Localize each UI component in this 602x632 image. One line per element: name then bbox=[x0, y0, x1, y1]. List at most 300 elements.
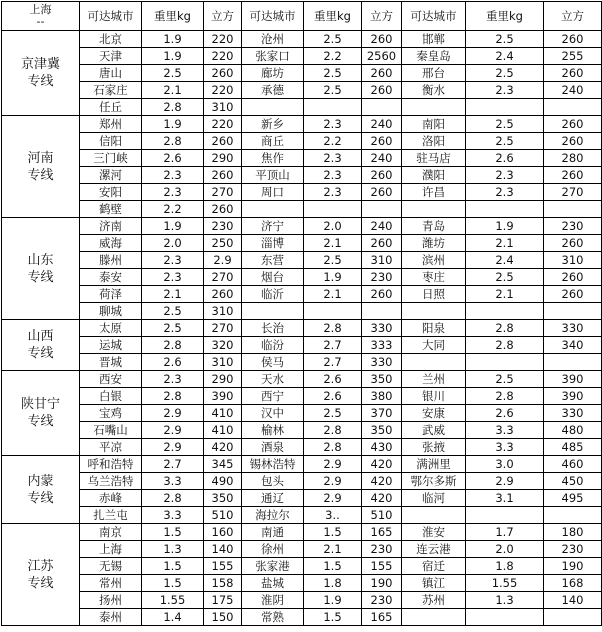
volume-cell: 350 bbox=[204, 490, 242, 507]
city-cell: 鹤壁 bbox=[80, 201, 142, 218]
city-cell: 郑州 bbox=[80, 116, 142, 133]
city-cell: 石嘴山 bbox=[80, 422, 142, 439]
volume-cell: 175 bbox=[204, 592, 242, 609]
volume-cell: 168 bbox=[544, 575, 602, 592]
col-header-volume-2: 立方 bbox=[362, 2, 402, 31]
table-row bbox=[2, 507, 602, 524]
weight-cell: 2.3 bbox=[466, 82, 544, 99]
city-cell: 天津 bbox=[80, 48, 142, 65]
city-cell: 泰安 bbox=[80, 269, 142, 286]
city-cell: 宿迁 bbox=[402, 558, 466, 575]
region-label-line: 江苏 bbox=[27, 558, 54, 574]
city-cell: 临汾 bbox=[242, 337, 304, 354]
volume-cell: 350 bbox=[362, 422, 402, 439]
volume-cell: 190 bbox=[544, 558, 602, 575]
table-row bbox=[2, 99, 602, 116]
city-cell: 廊坊 bbox=[242, 65, 304, 82]
volume-cell: 260 bbox=[204, 286, 242, 303]
volume-cell: 333 bbox=[362, 337, 402, 354]
city-cell: 邯郸 bbox=[402, 31, 466, 48]
weight-cell: 1.5 bbox=[142, 524, 204, 541]
volume-cell: 345 bbox=[204, 456, 242, 473]
table-row bbox=[2, 320, 602, 337]
table-row bbox=[2, 201, 602, 218]
volume-cell: 230 bbox=[362, 592, 402, 609]
weight-cell: 2.5 bbox=[466, 116, 544, 133]
weight-cell: 2.6 bbox=[142, 354, 204, 371]
weight-cell: 2.5 bbox=[466, 371, 544, 388]
region-label bbox=[2, 320, 80, 371]
city-cell: 三门峡 bbox=[80, 150, 142, 167]
weight-cell: 2.1 bbox=[304, 235, 362, 252]
city-cell: 洛阳 bbox=[402, 133, 466, 150]
volume-cell: 230 bbox=[204, 218, 242, 235]
weight-cell: 2.5 bbox=[304, 252, 362, 269]
volume-cell: 270 bbox=[204, 320, 242, 337]
table-row bbox=[2, 48, 602, 65]
volume-cell: 2.9 bbox=[204, 252, 242, 269]
table-row bbox=[2, 269, 602, 286]
city-cell: 大同 bbox=[402, 337, 466, 354]
volume-cell: 165 bbox=[362, 609, 402, 626]
weight-cell: 2.5 bbox=[304, 405, 362, 422]
origin-city: 上海 bbox=[29, 3, 52, 16]
volume-cell: 260 bbox=[544, 116, 602, 133]
city-cell: 满洲里 bbox=[402, 456, 466, 473]
city-cell: 阳泉 bbox=[402, 320, 466, 337]
city-cell: 任丘 bbox=[80, 99, 142, 116]
weight-cell: 2.6 bbox=[304, 388, 362, 405]
weight-cell: 2.3 bbox=[304, 167, 362, 184]
city-cell: 酒泉 bbox=[242, 439, 304, 456]
volume-cell: 260 bbox=[362, 235, 402, 252]
weight-cell bbox=[304, 99, 362, 116]
city-cell: 南京 bbox=[80, 524, 142, 541]
city-cell: 聊城 bbox=[80, 303, 142, 320]
city-cell: 镇江 bbox=[402, 575, 466, 592]
weight-cell: 3.1 bbox=[466, 490, 544, 507]
city-cell bbox=[402, 609, 466, 626]
weight-cell: 2.1 bbox=[466, 286, 544, 303]
city-cell: 天水 bbox=[242, 371, 304, 388]
volume-cell: 230 bbox=[362, 541, 402, 558]
volume-cell: 310 bbox=[204, 99, 242, 116]
weight-cell: 2.5 bbox=[142, 320, 204, 337]
table-row bbox=[2, 218, 602, 235]
city-cell: 邢台 bbox=[402, 65, 466, 82]
city-cell: 张家港 bbox=[242, 558, 304, 575]
city-cell: 安阳 bbox=[80, 184, 142, 201]
volume-cell bbox=[544, 99, 602, 116]
city-cell: 长治 bbox=[242, 320, 304, 337]
city-cell: 济宁 bbox=[242, 218, 304, 235]
city-cell: 榆林 bbox=[242, 422, 304, 439]
city-cell: 扎兰屯 bbox=[80, 507, 142, 524]
weight-cell: 2.3 bbox=[142, 269, 204, 286]
city-cell: 石家庄 bbox=[80, 82, 142, 99]
weight-cell: 2.2 bbox=[304, 48, 362, 65]
weight-cell: 2.8 bbox=[142, 99, 204, 116]
weight-cell bbox=[304, 303, 362, 320]
city-cell: 兰州 bbox=[402, 371, 466, 388]
city-cell: 许昌 bbox=[402, 184, 466, 201]
volume-cell: 230 bbox=[362, 269, 402, 286]
table-row bbox=[2, 558, 602, 575]
city-cell: 平凉 bbox=[80, 439, 142, 456]
weight-cell: 2.8 bbox=[466, 320, 544, 337]
header-row bbox=[2, 2, 602, 31]
weight-cell: 2.1 bbox=[304, 541, 362, 558]
volume-cell: 240 bbox=[362, 218, 402, 235]
weight-cell: 2.8 bbox=[142, 388, 204, 405]
col-header-city-2: 可达城市 bbox=[242, 2, 304, 31]
weight-cell: 2.9 bbox=[142, 439, 204, 456]
volume-cell: 260 bbox=[204, 65, 242, 82]
table-row bbox=[2, 592, 602, 609]
city-cell: 白银 bbox=[80, 388, 142, 405]
volume-cell: 330 bbox=[362, 354, 402, 371]
city-cell: 商丘 bbox=[242, 133, 304, 150]
weight-cell: 1.9 bbox=[466, 218, 544, 235]
volume-cell: 330 bbox=[544, 320, 602, 337]
city-cell: 西安 bbox=[80, 371, 142, 388]
weight-cell bbox=[466, 354, 544, 371]
volume-cell bbox=[544, 354, 602, 371]
volume-cell: 430 bbox=[362, 439, 402, 456]
table-row bbox=[2, 422, 602, 439]
table-row bbox=[2, 473, 602, 490]
weight-cell: 2.9 bbox=[304, 456, 362, 473]
table-row bbox=[2, 150, 602, 167]
city-cell bbox=[402, 354, 466, 371]
volume-cell: 310 bbox=[204, 354, 242, 371]
weight-cell: 3.3 bbox=[466, 422, 544, 439]
table-row bbox=[2, 388, 602, 405]
volume-cell: 330 bbox=[362, 320, 402, 337]
city-cell bbox=[402, 201, 466, 218]
weight-cell: 2.3 bbox=[304, 184, 362, 201]
weight-cell: 1.9 bbox=[142, 116, 204, 133]
city-cell: 晋城 bbox=[80, 354, 142, 371]
volume-cell: 390 bbox=[544, 371, 602, 388]
city-cell: 鄂尔多斯 bbox=[402, 473, 466, 490]
city-cell: 侯马 bbox=[242, 354, 304, 371]
weight-cell: 2.6 bbox=[466, 150, 544, 167]
weight-cell: 2.9 bbox=[304, 490, 362, 507]
weight-cell: 2.5 bbox=[142, 303, 204, 320]
weight-cell bbox=[466, 99, 544, 116]
weight-cell: 2.7 bbox=[142, 456, 204, 473]
weight-cell: 3.0 bbox=[466, 456, 544, 473]
volume-cell: 460 bbox=[544, 456, 602, 473]
region-label-line: 专线 bbox=[27, 269, 54, 285]
weight-cell: 2.0 bbox=[142, 235, 204, 252]
volume-cell: 158 bbox=[204, 575, 242, 592]
region-label-line: 专线 bbox=[27, 575, 54, 591]
weight-cell: 2.5 bbox=[304, 31, 362, 48]
weight-cell: 2.1 bbox=[466, 235, 544, 252]
weight-cell: 1.9 bbox=[142, 48, 204, 65]
freight-rate-table bbox=[1, 1, 602, 626]
city-cell: 张家口 bbox=[242, 48, 304, 65]
origin-corner-cell bbox=[2, 2, 80, 31]
volume-cell bbox=[544, 609, 602, 626]
city-cell: 秦皇岛 bbox=[402, 48, 466, 65]
city-cell: 安康 bbox=[402, 405, 466, 422]
weight-cell: 2.9 bbox=[142, 405, 204, 422]
city-cell: 东营 bbox=[242, 252, 304, 269]
weight-cell: 2.5 bbox=[304, 65, 362, 82]
weight-cell: 2.8 bbox=[142, 490, 204, 507]
weight-cell: 2.7 bbox=[304, 337, 362, 354]
city-cell bbox=[402, 303, 466, 320]
table-row bbox=[2, 82, 602, 99]
city-cell: 常州 bbox=[80, 575, 142, 592]
volume-cell: 290 bbox=[204, 150, 242, 167]
city-cell: 滕州 bbox=[80, 252, 142, 269]
volume-cell: 260 bbox=[544, 167, 602, 184]
volume-cell: 310 bbox=[204, 303, 242, 320]
weight-cell: 2.3 bbox=[142, 371, 204, 388]
volume-cell: 155 bbox=[204, 558, 242, 575]
city-cell: 淄博 bbox=[242, 235, 304, 252]
weight-cell: 2.8 bbox=[466, 337, 544, 354]
volume-cell: 260 bbox=[362, 184, 402, 201]
weight-cell: 1.7 bbox=[466, 524, 544, 541]
weight-cell: 2.4 bbox=[466, 252, 544, 269]
table-row bbox=[2, 167, 602, 184]
city-cell: 日照 bbox=[402, 286, 466, 303]
city-cell: 青岛 bbox=[402, 218, 466, 235]
weight-cell: 1.8 bbox=[466, 558, 544, 575]
volume-cell: 230 bbox=[544, 218, 602, 235]
volume-cell: 260 bbox=[362, 65, 402, 82]
table-row bbox=[2, 286, 602, 303]
region-label-line: 山东 bbox=[27, 252, 54, 268]
volume-cell bbox=[544, 201, 602, 218]
city-cell: 包头 bbox=[242, 473, 304, 490]
table-row bbox=[2, 541, 602, 558]
col-header-weight-3: 重里kg bbox=[466, 2, 544, 31]
col-header-city-3: 可达城市 bbox=[402, 2, 466, 31]
volume-cell: 280 bbox=[544, 150, 602, 167]
table-row bbox=[2, 184, 602, 201]
city-cell bbox=[242, 201, 304, 218]
city-cell: 太原 bbox=[80, 320, 142, 337]
weight-cell: 1.9 bbox=[142, 218, 204, 235]
weight-cell: 2.1 bbox=[142, 286, 204, 303]
city-cell: 徐州 bbox=[242, 541, 304, 558]
city-cell: 荷泽 bbox=[80, 286, 142, 303]
volume-cell: 420 bbox=[204, 439, 242, 456]
weight-cell: 2.2 bbox=[304, 133, 362, 150]
city-cell: 西宁 bbox=[242, 388, 304, 405]
volume-cell: 190 bbox=[362, 575, 402, 592]
weight-cell bbox=[466, 507, 544, 524]
volume-cell: 490 bbox=[204, 473, 242, 490]
city-cell: 沧州 bbox=[242, 31, 304, 48]
city-cell: 枣庄 bbox=[402, 269, 466, 286]
table-row bbox=[2, 524, 602, 541]
region-label bbox=[2, 524, 80, 626]
volume-cell: 260 bbox=[204, 133, 242, 150]
volume-cell: 140 bbox=[204, 541, 242, 558]
weight-cell: 1.4 bbox=[142, 609, 204, 626]
region-label bbox=[2, 456, 80, 524]
volume-cell: 310 bbox=[544, 252, 602, 269]
city-cell bbox=[402, 99, 466, 116]
weight-cell: 2.2 bbox=[142, 201, 204, 218]
city-cell: 潍坊 bbox=[402, 235, 466, 252]
volume-cell: 260 bbox=[544, 286, 602, 303]
city-cell: 济南 bbox=[80, 218, 142, 235]
volume-cell: 510 bbox=[362, 507, 402, 524]
volume-cell: 180 bbox=[544, 524, 602, 541]
volume-cell: 380 bbox=[362, 388, 402, 405]
weight-cell: 1.3 bbox=[466, 592, 544, 609]
volume-cell: 260 bbox=[544, 269, 602, 286]
city-cell: 信阳 bbox=[80, 133, 142, 150]
volume-cell: 260 bbox=[362, 133, 402, 150]
volume-cell bbox=[362, 99, 402, 116]
weight-cell: 2.1 bbox=[304, 286, 362, 303]
table-row bbox=[2, 31, 602, 48]
weight-cell: 2.5 bbox=[466, 133, 544, 150]
table-body bbox=[2, 31, 602, 626]
table-row bbox=[2, 575, 602, 592]
weight-cell: 2.8 bbox=[142, 133, 204, 150]
weight-cell: 2.6 bbox=[142, 150, 204, 167]
volume-cell: 290 bbox=[204, 371, 242, 388]
city-cell bbox=[402, 507, 466, 524]
weight-cell: 2.5 bbox=[142, 65, 204, 82]
city-cell: 唐山 bbox=[80, 65, 142, 82]
weight-cell: 1.5 bbox=[142, 575, 204, 592]
table-row bbox=[2, 456, 602, 473]
weight-cell: 2.9 bbox=[304, 473, 362, 490]
volume-cell: 480 bbox=[544, 422, 602, 439]
weight-cell: 2.8 bbox=[466, 388, 544, 405]
city-cell: 烟台 bbox=[242, 269, 304, 286]
volume-cell: 260 bbox=[544, 65, 602, 82]
col-header-volume-3: 立方 bbox=[544, 2, 602, 31]
weight-cell: 2.6 bbox=[304, 371, 362, 388]
weight-cell: 2.3 bbox=[142, 167, 204, 184]
weight-cell: 3.3 bbox=[466, 439, 544, 456]
volume-cell: 450 bbox=[544, 473, 602, 490]
volume-cell: 260 bbox=[544, 133, 602, 150]
city-cell: 苏州 bbox=[402, 592, 466, 609]
city-cell: 武威 bbox=[402, 422, 466, 439]
region-label-line: 专线 bbox=[27, 167, 54, 183]
volume-cell: 240 bbox=[362, 116, 402, 133]
col-header-city-1: 可达城市 bbox=[80, 2, 142, 31]
weight-cell: 1.9 bbox=[304, 592, 362, 609]
city-cell: 乌兰浩特 bbox=[80, 473, 142, 490]
col-header-weight-2: 重里kg bbox=[304, 2, 362, 31]
city-cell: 南阳 bbox=[402, 116, 466, 133]
city-cell: 威海 bbox=[80, 235, 142, 252]
weight-cell bbox=[466, 201, 544, 218]
city-cell: 焦作 bbox=[242, 150, 304, 167]
table-row bbox=[2, 371, 602, 388]
volume-cell: 230 bbox=[544, 541, 602, 558]
weight-cell: 2.5 bbox=[304, 82, 362, 99]
volume-cell: 165 bbox=[362, 524, 402, 541]
city-cell: 临沂 bbox=[242, 286, 304, 303]
volume-cell: 390 bbox=[544, 388, 602, 405]
city-cell: 平顶山 bbox=[242, 167, 304, 184]
weight-cell: 2.9 bbox=[142, 422, 204, 439]
region-label-line: 专线 bbox=[27, 74, 54, 89]
volume-cell: 340 bbox=[544, 337, 602, 354]
city-cell: 赤峰 bbox=[80, 490, 142, 507]
weight-cell: 2.8 bbox=[304, 422, 362, 439]
city-cell: 无锡 bbox=[80, 558, 142, 575]
weight-cell: 2.7 bbox=[304, 354, 362, 371]
city-cell: 锡林浩特 bbox=[242, 456, 304, 473]
table-row bbox=[2, 609, 602, 626]
volume-cell: 350 bbox=[362, 371, 402, 388]
region-label bbox=[2, 31, 80, 116]
table-row bbox=[2, 337, 602, 354]
volume-cell: 220 bbox=[204, 82, 242, 99]
region-label-line: 内蒙 bbox=[27, 473, 54, 489]
volume-cell: 420 bbox=[362, 490, 402, 507]
city-cell: 驻马店 bbox=[402, 150, 466, 167]
city-cell: 呼和浩特 bbox=[80, 456, 142, 473]
volume-cell: 250 bbox=[204, 235, 242, 252]
weight-cell: 1.5 bbox=[304, 609, 362, 626]
volume-cell: 220 bbox=[204, 31, 242, 48]
city-cell: 淮安 bbox=[402, 524, 466, 541]
weight-cell: 3.3 bbox=[142, 507, 204, 524]
weight-cell: 1.5 bbox=[304, 524, 362, 541]
city-cell: 临河 bbox=[402, 490, 466, 507]
volume-cell: 410 bbox=[204, 405, 242, 422]
weight-cell: 1.9 bbox=[142, 31, 204, 48]
weight-cell: 1.3 bbox=[142, 541, 204, 558]
volume-cell: 260 bbox=[362, 286, 402, 303]
city-cell: 周口 bbox=[242, 184, 304, 201]
weight-cell bbox=[304, 201, 362, 218]
region-label-line: 陕甘宁 bbox=[20, 397, 60, 412]
volume-cell: 260 bbox=[362, 82, 402, 99]
city-cell: 南通 bbox=[242, 524, 304, 541]
weight-cell: 2.8 bbox=[304, 439, 362, 456]
city-cell: 漯河 bbox=[80, 167, 142, 184]
volume-cell: 160 bbox=[204, 524, 242, 541]
weight-cell: 2.3 bbox=[304, 116, 362, 133]
volume-cell: 485 bbox=[544, 439, 602, 456]
volume-cell: 240 bbox=[362, 150, 402, 167]
origin-dash: -- bbox=[36, 15, 45, 28]
volume-cell: 495 bbox=[544, 490, 602, 507]
region-label-line: 山西 bbox=[27, 329, 54, 344]
weight-cell: 3.3 bbox=[142, 473, 204, 490]
volume-cell: 260 bbox=[544, 235, 602, 252]
volume-cell: 140 bbox=[544, 592, 602, 609]
weight-cell: 2.4 bbox=[466, 48, 544, 65]
city-cell: 银川 bbox=[402, 388, 466, 405]
table-row bbox=[2, 133, 602, 150]
weight-cell: 1.8 bbox=[304, 575, 362, 592]
weight-cell: 2.3 bbox=[304, 150, 362, 167]
volume-cell: 370 bbox=[362, 405, 402, 422]
city-cell: 北京 bbox=[80, 31, 142, 48]
region-label-line: 专线 bbox=[27, 414, 54, 429]
weight-cell: 2.5 bbox=[466, 269, 544, 286]
